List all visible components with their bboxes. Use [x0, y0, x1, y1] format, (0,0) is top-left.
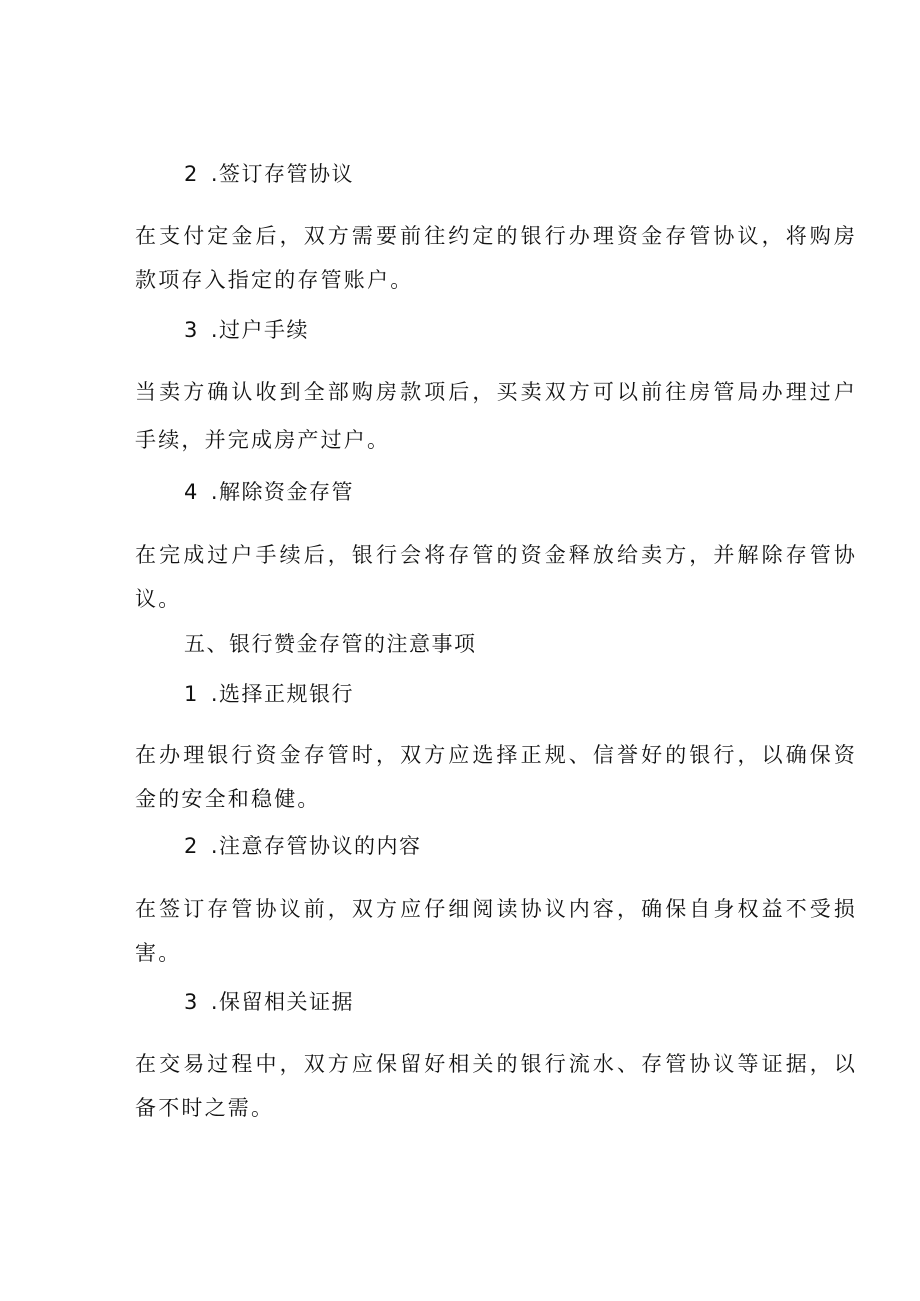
note-title: .注意存管协议的内容	[210, 834, 422, 858]
note-title: .选择正规银行	[210, 682, 355, 706]
note-number: 3	[184, 990, 199, 1014]
paragraph-line: 在完成过户手续后，银行会将存管的资金释放给卖方，并解除存管协	[135, 543, 858, 567]
paragraph-line: 金的安全和稳健。	[135, 787, 321, 811]
section-title: .过户手续	[210, 318, 310, 342]
section-heading-release	[184, 478, 354, 506]
section-heading-transfer	[184, 316, 309, 344]
paragraph-line: 害。	[135, 941, 182, 965]
section-number: 2	[184, 162, 199, 186]
section-number: 4	[184, 480, 199, 504]
paragraph-line: 在支付定金后，双方需要前往约定的银行办理资金存管协议，将购房	[135, 224, 858, 248]
paragraph-line: 议。	[135, 587, 182, 611]
note-heading-agreement-content	[184, 832, 422, 860]
paragraph-line: 在签订存管协议前，双方应仔细阅读协议内容，确保自身权益不受损	[135, 897, 858, 921]
paragraph-line: 备不时之需。	[135, 1096, 275, 1120]
note-number: 1	[184, 682, 199, 706]
section-title: .解除资金存管	[210, 480, 355, 504]
section-number: 3	[184, 318, 199, 342]
chapter-heading: 五、银行赞金存管的注意事项	[184, 632, 477, 656]
paragraph-line: 手续，并完成房产过户。	[135, 428, 391, 452]
section-title: .签订存管协议	[210, 162, 355, 186]
note-title: .保留相关证据	[210, 990, 355, 1014]
note-heading-keep-evidence	[184, 988, 354, 1016]
paragraph-line: 在办理银行资金存管时，双方应选择正规、信誉好的银行，以确保资	[135, 743, 858, 767]
note-number: 2	[184, 834, 199, 858]
paragraph-line: 当卖方确认收到全部购房款项后，买卖双方可以前往房管局办理过户	[135, 380, 858, 404]
section-heading-signing	[184, 160, 354, 188]
note-heading-choose-bank	[184, 680, 354, 708]
paragraph-line: 在交易过程中，双方应保留好相关的银行流水、存管协议等证据，以	[135, 1052, 858, 1076]
paragraph-line: 款项存入指定的存管账户。	[135, 268, 414, 292]
